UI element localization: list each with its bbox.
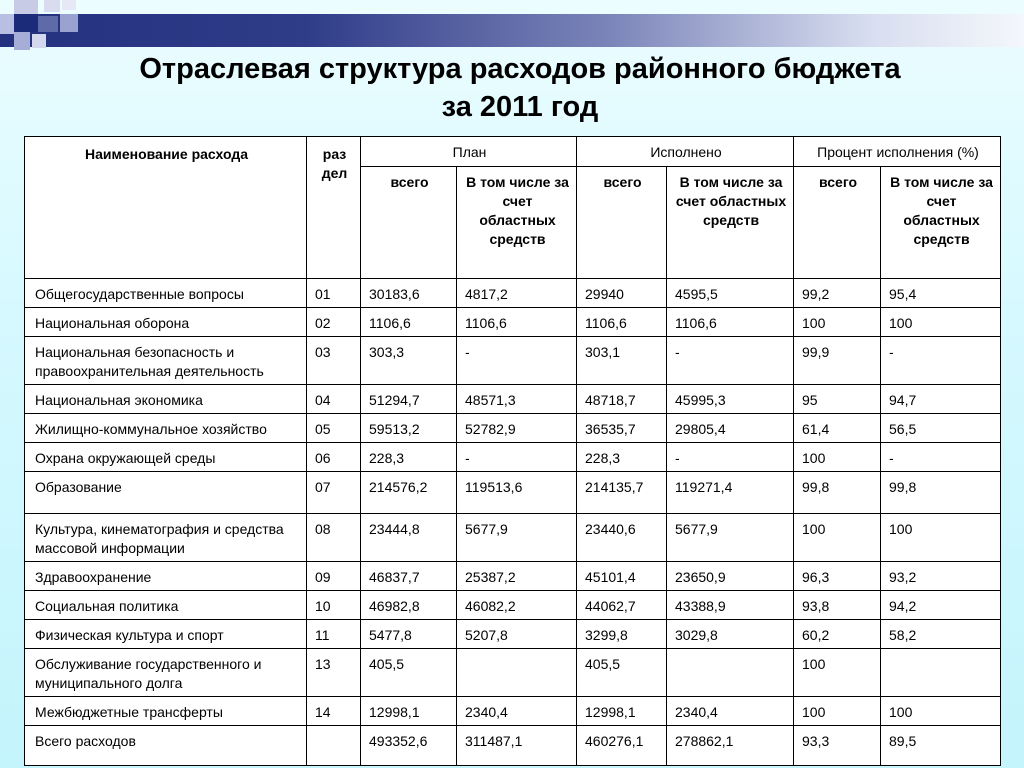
cell-pct-regional: 94,7 <box>881 385 1001 414</box>
cell-pct-regional: 94,2 <box>881 591 1001 620</box>
cell-name: Общегосударственные вопросы <box>25 279 307 308</box>
cell-plan-regional <box>457 649 577 697</box>
table-row <box>25 697 1001 726</box>
cell-code: 04 <box>307 385 361 414</box>
cell-plan-regional: 1106,6 <box>457 308 577 337</box>
cell-pct-total: 99,8 <box>794 472 881 514</box>
cell-pct-total: 100 <box>794 649 881 697</box>
cell-exec-total: 405,5 <box>577 649 667 697</box>
cell-exec-total: 3299,8 <box>577 620 667 649</box>
decor-square <box>44 0 60 12</box>
cell-pct-regional: 100 <box>881 697 1001 726</box>
cell-code: 10 <box>307 591 361 620</box>
cell-exec-total: 36535,7 <box>577 414 667 443</box>
cell-code: 14 <box>307 697 361 726</box>
cell-exec-total: 29940 <box>577 279 667 308</box>
cell-plan-total: 12998,1 <box>361 697 457 726</box>
cell-pct-regional: 100 <box>881 308 1001 337</box>
cell-exec-regional: 1106,6 <box>667 308 794 337</box>
cell-code: 11 <box>307 620 361 649</box>
cell-plan-regional: 119513,6 <box>457 472 577 514</box>
cell-exec-regional: 45995,3 <box>667 385 794 414</box>
cell-pct-regional: - <box>881 337 1001 385</box>
cell-exec-regional: 4595,5 <box>667 279 794 308</box>
decor-square <box>62 0 76 10</box>
cell-code: 06 <box>307 443 361 472</box>
decor-square <box>60 14 78 32</box>
cell-exec-total: 460276,1 <box>577 726 667 766</box>
cell-plan-regional: 48571,3 <box>457 385 577 414</box>
cell-plan-total: 1106,6 <box>361 308 457 337</box>
budget-table <box>24 136 1001 766</box>
cell-name: Культура, кинематография и средства массовой информации <box>25 514 307 562</box>
table-row <box>25 514 1001 562</box>
table-row <box>25 385 1001 414</box>
header-bar <box>0 14 1024 47</box>
cell-plan-regional: 25387,2 <box>457 562 577 591</box>
col-header-executed: Исполнено <box>577 137 794 167</box>
cell-name: Национальная экономика <box>25 385 307 414</box>
cell-pct-total: 100 <box>794 514 881 562</box>
cell-plan-total: 214576,2 <box>361 472 457 514</box>
cell-pct-total: 95 <box>794 385 881 414</box>
cell-name: Национальная оборона <box>25 308 307 337</box>
table-row <box>25 308 1001 337</box>
cell-exec-total: 228,3 <box>577 443 667 472</box>
col-header-pct-regional: В том числе за счет областных средств <box>881 167 1001 279</box>
cell-exec-total: 303,1 <box>577 337 667 385</box>
page-title <box>40 50 1000 126</box>
cell-exec-total: 44062,7 <box>577 591 667 620</box>
cell-pct-total: 100 <box>794 308 881 337</box>
cell-name: Здравоохранение <box>25 562 307 591</box>
title-line-1: Отраслевая структура расходов районного бюджета <box>139 53 901 85</box>
cell-exec-total: 214135,7 <box>577 472 667 514</box>
cell-exec-regional: 278862,1 <box>667 726 794 766</box>
cell-name: Всего расходов <box>25 726 307 766</box>
col-header-name: Наименование расхода <box>25 137 307 279</box>
col-header-percent: Процент исполнения (%) <box>794 137 1001 167</box>
table-row <box>25 726 1001 766</box>
cell-plan-regional: 46082,2 <box>457 591 577 620</box>
cell-plan-regional: 5677,9 <box>457 514 577 562</box>
cell-plan-regional: 4817,2 <box>457 279 577 308</box>
cell-pct-regional: 56,5 <box>881 414 1001 443</box>
cell-code: 09 <box>307 562 361 591</box>
cell-code: 02 <box>307 308 361 337</box>
col-header-plan: План <box>361 137 577 167</box>
cell-code: 01 <box>307 279 361 308</box>
table-row <box>25 562 1001 591</box>
cell-exec-total: 1106,6 <box>577 308 667 337</box>
cell-plan-total: 303,3 <box>361 337 457 385</box>
cell-exec-regional: 2340,4 <box>667 697 794 726</box>
cell-plan-total: 23444,8 <box>361 514 457 562</box>
col-header-section: раз дел <box>307 137 361 279</box>
cell-pct-regional: 89,5 <box>881 726 1001 766</box>
cell-exec-regional: 119271,4 <box>667 472 794 514</box>
cell-exec-regional: 5677,9 <box>667 514 794 562</box>
cell-plan-total: 5477,8 <box>361 620 457 649</box>
cell-code: 03 <box>307 337 361 385</box>
cell-pct-regional: 99,8 <box>881 472 1001 514</box>
cell-exec-regional: 43388,9 <box>667 591 794 620</box>
cell-name: Обслуживание государственного и муниципального долга <box>25 649 307 697</box>
col-header-exec-regional: В том числе за счет областных средств <box>667 167 794 279</box>
decor-square <box>14 0 38 14</box>
cell-pct-regional: 58,2 <box>881 620 1001 649</box>
cell-plan-total: 59513,2 <box>361 414 457 443</box>
cell-name: Образование <box>25 472 307 514</box>
cell-pct-total: 100 <box>794 443 881 472</box>
col-header-pct-total: всего <box>794 167 881 279</box>
cell-plan-regional: 311487,1 <box>457 726 577 766</box>
table-row <box>25 620 1001 649</box>
cell-pct-regional: 93,2 <box>881 562 1001 591</box>
cell-pct-total: 99,2 <box>794 279 881 308</box>
cell-pct-regional <box>881 649 1001 697</box>
table-row <box>25 649 1001 697</box>
cell-pct-total: 93,8 <box>794 591 881 620</box>
cell-plan-regional: 2340,4 <box>457 697 577 726</box>
cell-plan-total: 493352,6 <box>361 726 457 766</box>
cell-name: Межбюджетные трансферты <box>25 697 307 726</box>
decor-square <box>38 16 58 32</box>
cell-plan-regional: - <box>457 443 577 472</box>
cell-exec-regional: 23650,9 <box>667 562 794 591</box>
cell-plan-total: 228,3 <box>361 443 457 472</box>
cell-code: 05 <box>307 414 361 443</box>
cell-pct-regional: 100 <box>881 514 1001 562</box>
cell-exec-regional <box>667 649 794 697</box>
cell-plan-regional: - <box>457 337 577 385</box>
cell-name: Охрана окружающей среды <box>25 443 307 472</box>
cell-pct-total: 96,3 <box>794 562 881 591</box>
cell-name: Жилищно-коммунальное хозяйство <box>25 414 307 443</box>
cell-plan-total: 51294,7 <box>361 385 457 414</box>
cell-pct-total: 60,2 <box>794 620 881 649</box>
cell-pct-total: 99,9 <box>794 337 881 385</box>
cell-name: Физическая культура и спорт <box>25 620 307 649</box>
cell-exec-total: 12998,1 <box>577 697 667 726</box>
cell-exec-regional: 3029,8 <box>667 620 794 649</box>
table-row <box>25 414 1001 443</box>
cell-plan-regional: 52782,9 <box>457 414 577 443</box>
cell-plan-total: 30183,6 <box>361 279 457 308</box>
table-row <box>25 591 1001 620</box>
cell-name: Национальная безопасность и правоохранительная деятельность <box>25 337 307 385</box>
cell-pct-total: 100 <box>794 697 881 726</box>
decor-square <box>14 32 30 50</box>
cell-plan-total: 46982,8 <box>361 591 457 620</box>
cell-code: 08 <box>307 514 361 562</box>
cell-pct-regional: - <box>881 443 1001 472</box>
decor-square <box>14 14 38 32</box>
cell-plan-total: 46837,7 <box>361 562 457 591</box>
col-header-exec-total: всего <box>577 167 667 279</box>
table-row <box>25 472 1001 514</box>
decor-square <box>32 34 46 48</box>
cell-exec-total: 48718,7 <box>577 385 667 414</box>
cell-exec-total: 45101,4 <box>577 562 667 591</box>
table-row <box>25 443 1001 472</box>
col-header-plan-regional: В том числе за счет областных средств <box>457 167 577 279</box>
cell-pct-regional: 95,4 <box>881 279 1001 308</box>
cell-pct-total: 93,3 <box>794 726 881 766</box>
cell-pct-total: 61,4 <box>794 414 881 443</box>
cell-exec-regional: 29805,4 <box>667 414 794 443</box>
cell-code <box>307 726 361 766</box>
cell-code: 07 <box>307 472 361 514</box>
cell-plan-regional: 5207,8 <box>457 620 577 649</box>
title-line-2: за 2011 год <box>441 91 599 123</box>
decor-square <box>0 14 14 34</box>
cell-exec-regional: - <box>667 337 794 385</box>
table-row <box>25 337 1001 385</box>
cell-exec-regional: - <box>667 443 794 472</box>
table-row <box>25 279 1001 308</box>
col-header-plan-total: всего <box>361 167 457 279</box>
cell-code: 13 <box>307 649 361 697</box>
cell-plan-total: 405,5 <box>361 649 457 697</box>
cell-name: Социальная политика <box>25 591 307 620</box>
cell-exec-total: 23440,6 <box>577 514 667 562</box>
